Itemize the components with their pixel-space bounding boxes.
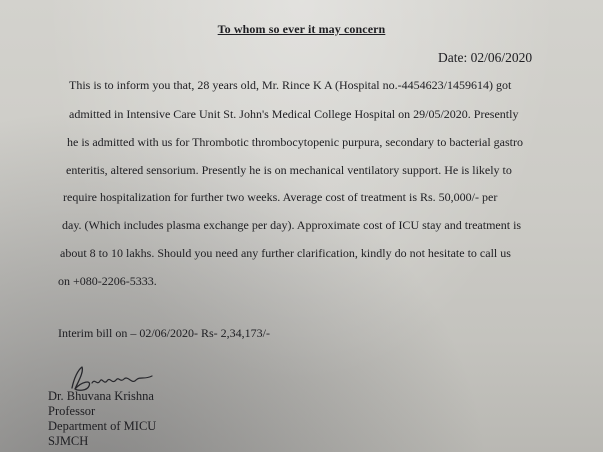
body-line: about 8 to 10 lakhs. Should you need any further clarification, kindly do not hesitate to call us xyxy=(60,246,511,260)
body-line: enteritis, altered sensorium. Presently he is on mechanical ventilatory support. He is likely to xyxy=(66,163,512,177)
body-line: This is to inform you that, 28 years old, Mr. Rince K A (Hospital no.-4454623/1459614) got xyxy=(69,78,512,92)
body-line: admitted in Intensive Care Unit St. John's Medical College Hospital on 29/05/2020. Presently xyxy=(69,107,519,121)
body-line: on +080-2206-5333. xyxy=(58,274,157,288)
body-line: require hospitalization for further two weeks. Average cost of treatment is Rs. 50,000/- per xyxy=(63,190,498,204)
interim-bill: Interim bill on – 02/06/2020- Rs- 2,34,173/- xyxy=(58,326,270,340)
letter-heading xyxy=(0,22,603,37)
signatory-department: Department of MICU xyxy=(48,419,157,433)
signatory-name: Dr. Bhuvana Krishna xyxy=(48,389,154,403)
body-line: day. (Which includes plasma exchange per day). Approximate cost of ICU stay and treatment is xyxy=(62,218,522,232)
signatory-title: Professor xyxy=(48,404,96,418)
letter-date: Date: 02/06/2020 xyxy=(438,50,533,65)
heading-text: To whom so ever it may concern xyxy=(217,22,386,36)
signatory-institution: SJMCH xyxy=(48,434,89,448)
body-line: he is admitted with us for Thrombotic thrombocytopenic purpura, secondary to bacterial gastro xyxy=(67,135,523,149)
